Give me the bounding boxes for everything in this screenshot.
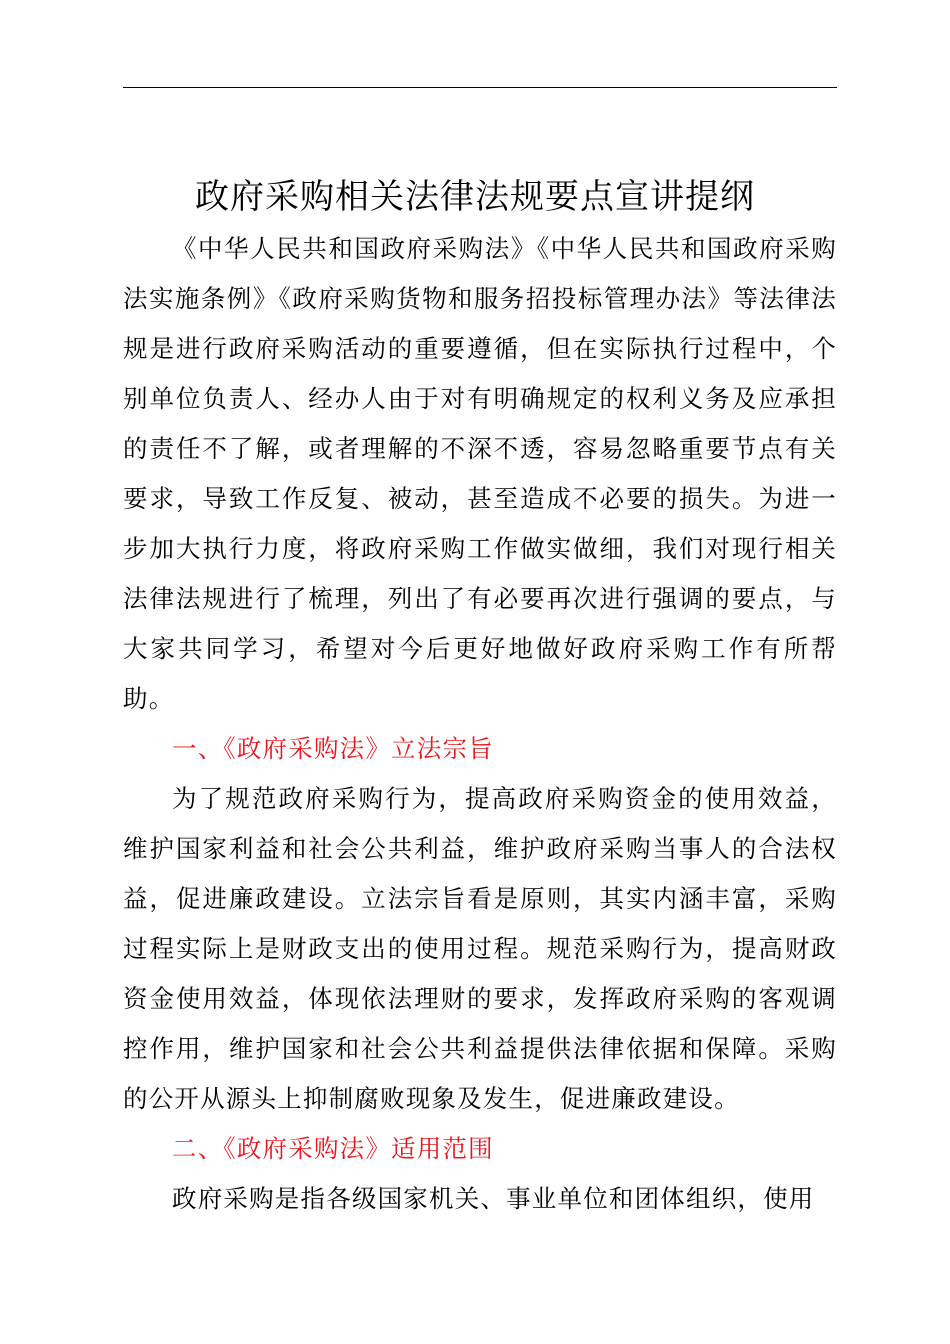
header-rule [123, 87, 837, 88]
section-body-scope: 政府采购是指各级国家机关、事业单位和团体组织，使用 [172, 1184, 815, 1213]
document-title: 政府采购相关法律法规要点宣讲提纲 [195, 176, 755, 217]
section-heading-purpose: 一、《政府采购法》立法宗旨 [172, 734, 494, 763]
intro-paragraph: 《中华人民共和国政府采购法》《中华人民共和国政府采购法实施条例》《政府采购货物和服务招投标管理办法》等法律法规是进行政府采购活动的重要遵循，但在实际执行过程中，个别单位负责人、经办人由于对有明确规定的权利义务及应承担的责任不了解，或者理解的不深不透，容易忽略重要节点有关要求，导致工作反复、被动，甚至造成不必要的损失。为进一步加大执行力度，将政府采购工作做实做细，我们对现行相关法律法规进行了梳理，列出了有必要再次进行强调的要点，与大家共同学习，希望对今后更好地做好政府采购工作有所帮助。 [123, 234, 837, 713]
document-body [123, 224, 837, 1224]
section-heading-scope: 二、《政府采购法》适用范围 [172, 1134, 494, 1163]
section-body-purpose: 为了规范政府采购行为，提高政府采购资金的使用效益，维护国家利益和社会公共利益，维护政府采购当事人的合法权益，促进廉政建设。立法宗旨看是原则，其实内涵丰富，采购过程实际上是财政支出的使用过程。规范采购行为，提高财政资金使用效益，体现依法理财的要求，发挥政府采购的客观调控作用，维护国家和社会公共利益提供法律依据和保障。采购的公开从源头上抑制腐败现象及发生，促进廉政建设。 [123, 784, 837, 1113]
